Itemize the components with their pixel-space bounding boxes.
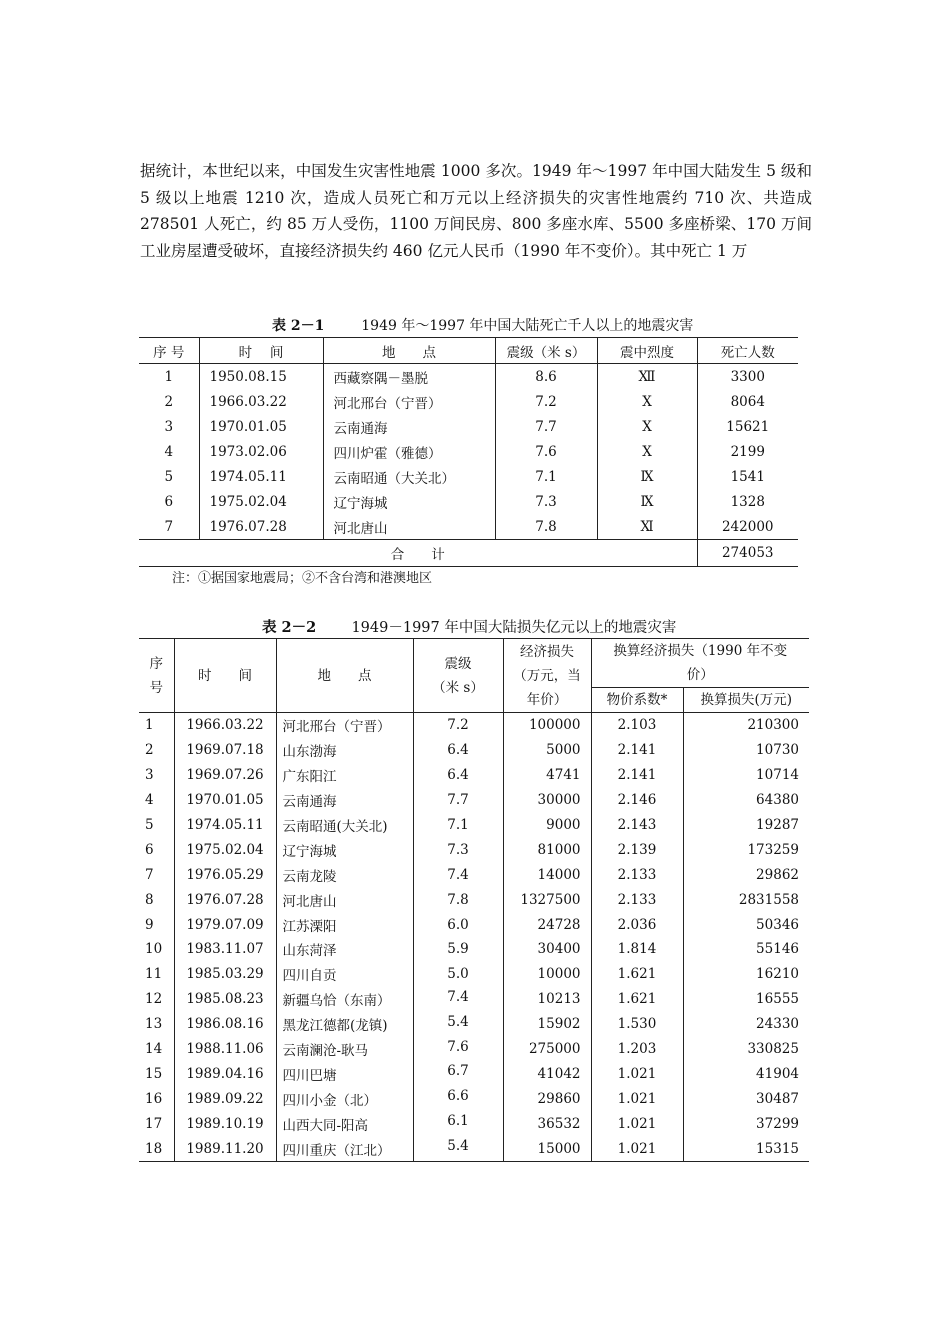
table2-cell-coef: 1.530 (591, 1012, 683, 1037)
table2-cell-time: 1988.11.06 (174, 1037, 276, 1062)
table1-row (139, 389, 798, 414)
table2-cell-seq: 8 (145, 891, 154, 908)
table1-cell-place: 云南通海 (323, 414, 495, 439)
table2-row (139, 962, 809, 987)
table1-total-label: 合 计 (139, 540, 697, 567)
table1-cell-deaths: 1541 (697, 464, 798, 489)
table2-cell-magnitude: 5.0 (413, 962, 503, 987)
table2-cell-converted-loss: 41904 (683, 1061, 809, 1086)
table2-cell-seq: 11 (145, 966, 163, 983)
table2-row (139, 937, 809, 962)
table1-header-time: 时 间 (199, 338, 323, 364)
table1-header-place: 地 点 (323, 338, 495, 364)
table2-cell-place: 江苏溧阳 (276, 912, 413, 937)
table2-header-seq: 序号 (139, 639, 174, 713)
table2-cell-seq: 13 (145, 1016, 163, 1033)
table2-cell-loss: 9000 (503, 813, 591, 838)
table1-cell-deaths: 2199 (697, 439, 798, 464)
table2-row (139, 1086, 809, 1111)
table2-cell-converted-loss: 64380 (683, 788, 809, 813)
table1-label: 表 2－1 (272, 318, 325, 334)
table1-cell-magnitude: 7.8 (495, 514, 597, 540)
table2-header-converted: 换算经济损失（1990 年不变价） (591, 639, 809, 688)
table2-cell-loss: 29860 (503, 1086, 591, 1111)
table1-caption (272, 315, 693, 335)
table2-cell-place: 山西大同-阳高 (276, 1111, 413, 1136)
table1-header-deaths: 死亡人数 (697, 338, 798, 364)
table2-cell-converted-loss: 30487 (683, 1086, 809, 1111)
table2-header-converted-loss: 换算损失(万元) (683, 688, 809, 713)
table2-row (139, 887, 809, 912)
table2-cell-converted-loss: 330825 (683, 1037, 809, 1062)
table2-cell-coef: 1.021 (591, 1136, 683, 1161)
table2-cell-loss: 81000 (503, 837, 591, 862)
table2-cell-time: 1974.05.11 (174, 813, 276, 838)
table2-cell-magnitude: 5.9 (413, 937, 503, 962)
table2-cell-coef: 1.814 (591, 937, 683, 962)
table2-cell-seq: 5 (145, 817, 154, 833)
table1-cell-place: 辽宁海城 (323, 489, 495, 514)
table2-cell-coef: 1.021 (591, 1111, 683, 1136)
table1-cell-seq: 4 (164, 443, 174, 460)
table1-cell-seq: 5 (164, 468, 174, 485)
table2-cell-magnitude: 7.2 (413, 713, 503, 738)
table2-cell-place: 云南通海 (276, 788, 413, 813)
table2 (139, 638, 809, 1162)
table2-cell-converted-loss: 16555 (683, 987, 809, 1012)
table2-cell-coef: 2.133 (591, 862, 683, 887)
table2-cell-coef: 2.143 (591, 813, 683, 838)
table2-cell-coef: 1.621 (591, 987, 683, 1012)
table2-cell-place: 山东菏泽 (276, 937, 413, 962)
table2-cell-time: 1989.09.22 (174, 1086, 276, 1111)
table2-cell-loss: 5000 (503, 738, 591, 763)
table2-cell-magnitude: 7.8 (413, 887, 503, 912)
table2-header-coef: 物价系数* (591, 688, 683, 713)
table2-cell-loss: 100000 (503, 713, 591, 738)
table1-cell-place: 西藏察隅－墨脱 (323, 364, 495, 390)
table2-cell-coef: 1.203 (591, 1037, 683, 1062)
table2-cell-place: 四川重庆（江北） (276, 1136, 413, 1161)
table2-row (139, 1136, 809, 1161)
table2-cell-seq: 10 (145, 941, 163, 958)
table1-cell-deaths: 15621 (697, 414, 798, 439)
table1-total-row (139, 540, 798, 567)
table2-cell-loss: 4741 (503, 763, 591, 788)
table2-cell-magnitude: 5.4 (413, 1136, 503, 1161)
table2-header-time: 时 间 (174, 639, 276, 713)
table1-cell-intensity: Ⅹ (597, 414, 697, 439)
table2-title: 1949－1997 年中国大陆损失亿元以上的地震灾害 (351, 620, 677, 636)
table2-cell-loss: 14000 (503, 862, 591, 887)
table2-cell-time: 1975.02.04 (174, 837, 276, 862)
table2-cell-loss: 1327500 (503, 887, 591, 912)
table1-cell-time: 1976.07.28 (199, 514, 323, 540)
table1-cell-intensity: Ⅹ (597, 439, 697, 464)
table2-cell-magnitude: 6.4 (413, 763, 503, 788)
table2-row (139, 763, 809, 788)
table2-cell-seq: 14 (145, 1041, 163, 1058)
table2-cell-coef: 2.133 (591, 887, 683, 912)
table1-cell-intensity: Ⅸ (597, 464, 697, 489)
table2-cell-converted-loss: 29862 (683, 862, 809, 887)
table2-cell-seq: 16 (145, 1090, 163, 1107)
table2-cell-converted-loss: 210300 (683, 713, 809, 738)
table2-row (139, 912, 809, 937)
table2-cell-converted-loss: 15315 (683, 1136, 809, 1161)
table1-cell-magnitude: 7.6 (495, 439, 597, 464)
table2-cell-place: 四川自贡 (276, 962, 413, 987)
table2-cell-place: 云南龙陵 (276, 862, 413, 887)
table2-label: 表 2－2 (262, 619, 317, 636)
table2-cell-seq: 12 (145, 991, 163, 1008)
table2-row (139, 788, 809, 813)
table1-cell-magnitude: 7.2 (495, 389, 597, 414)
table2-cell-converted-loss: 55146 (683, 937, 809, 962)
table2-cell-converted-loss: 16210 (683, 962, 809, 987)
table2-cell-loss: 41042 (503, 1061, 591, 1086)
table1-cell-time: 1973.02.06 (199, 439, 323, 464)
table2-cell-loss: 10213 (503, 987, 591, 1012)
table1-row (139, 464, 798, 489)
table2-header-row (139, 639, 809, 688)
table1-header-magnitude: 震级（米 s） (495, 338, 597, 364)
table2-cell-seq: 15 (145, 1065, 163, 1082)
table2-cell-coef: 2.036 (591, 912, 683, 937)
table2-header-loss: 经济损失（万元，当年价） (503, 639, 591, 713)
table2-header-magnitude: 震级（米 s） (413, 639, 503, 713)
table2-cell-magnitude: 6.1 (413, 1111, 503, 1136)
table2-cell-converted-loss: 173259 (683, 837, 809, 862)
table2-cell-time: 1976.07.28 (174, 887, 276, 912)
table1-cell-place: 河北邢台（宁晋） (323, 389, 495, 414)
table2-cell-magnitude: 7.4 (413, 987, 503, 1012)
table2-row (139, 1111, 809, 1136)
table1-total-value: 274053 (697, 540, 798, 567)
table2-header-place: 地 点 (276, 639, 413, 713)
table2-cell-converted-loss: 24330 (683, 1012, 809, 1037)
table2-cell-loss: 24728 (503, 912, 591, 937)
table2-cell-time: 1989.04.16 (174, 1061, 276, 1086)
table2-row (139, 738, 809, 763)
table2-cell-magnitude: 7.1 (413, 813, 503, 838)
table2-cell-time: 1969.07.26 (174, 763, 276, 788)
table2-cell-coef: 2.141 (591, 763, 683, 788)
table1-row (139, 414, 798, 439)
table2-cell-loss: 275000 (503, 1037, 591, 1062)
table2-cell-converted-loss: 50346 (683, 912, 809, 937)
table2-cell-time: 1966.03.22 (174, 713, 276, 738)
table2-row (139, 837, 809, 862)
table1-cell-place: 四川炉霍（雅德） (323, 439, 495, 464)
table1-cell-seq: 6 (164, 493, 174, 510)
table1-cell-magnitude: 7.1 (495, 464, 597, 489)
table1-cell-intensity: Ⅸ (597, 489, 697, 514)
table1-cell-seq: 1 (164, 368, 174, 385)
table2-caption (262, 616, 676, 637)
table2-row (139, 1061, 809, 1086)
table2-cell-seq: 18 (145, 1140, 163, 1157)
table2-cell-place: 云南澜沧-耿马 (276, 1037, 413, 1062)
table1-cell-deaths: 1328 (697, 489, 798, 514)
table2-cell-coef: 1.021 (591, 1061, 683, 1086)
table2-cell-loss: 30000 (503, 788, 591, 813)
table2-cell-magnitude: 5.4 (413, 1012, 503, 1037)
table2-cell-time: 1989.11.20 (174, 1136, 276, 1161)
table2-cell-magnitude: 7.7 (413, 788, 503, 813)
table2-cell-magnitude: 7.6 (413, 1037, 503, 1062)
table2-cell-magnitude: 6.4 (413, 738, 503, 763)
table1-cell-deaths: 8064 (697, 389, 798, 414)
table2-cell-place: 新疆乌恰（东南） (276, 987, 413, 1012)
table1-row (139, 489, 798, 514)
table2-cell-seq: 17 (145, 1115, 163, 1132)
table2-cell-time: 1969.07.18 (174, 738, 276, 763)
table2-cell-time: 1986.08.16 (174, 1012, 276, 1037)
table2-cell-magnitude: 6.7 (413, 1061, 503, 1086)
table2-cell-magnitude: 6.6 (413, 1086, 503, 1111)
table2-cell-seq: 4 (145, 792, 154, 809)
table2-cell-seq: 2 (145, 742, 154, 759)
table2-cell-loss: 36532 (503, 1111, 591, 1136)
table2-row (139, 1012, 809, 1037)
table2-cell-time: 1985.08.23 (174, 987, 276, 1012)
table2-cell-converted-loss: 10730 (683, 738, 809, 763)
table1-cell-time: 1970.01.05 (199, 414, 323, 439)
table2-cell-seq: 1 (145, 717, 154, 734)
table1 (139, 337, 798, 567)
table2-cell-seq: 3 (145, 767, 154, 784)
table1-cell-seq: 3 (164, 418, 174, 435)
table1-cell-place: 河北唐山 (323, 514, 495, 540)
table2-cell-converted-loss: 10714 (683, 763, 809, 788)
table2-cell-loss: 10000 (503, 962, 591, 987)
table2-row (139, 713, 809, 738)
table2-cell-place: 广东阳江 (276, 763, 413, 788)
table2-cell-coef: 2.146 (591, 788, 683, 813)
table1-cell-magnitude: 7.7 (495, 414, 597, 439)
table2-cell-place: 河北唐山 (276, 887, 413, 912)
table1-header-seq: 序 号 (139, 338, 199, 364)
table2-cell-coef: 1.621 (591, 962, 683, 987)
table1-cell-time: 1950.08.15 (199, 364, 323, 390)
table2-cell-time: 1985.03.29 (174, 962, 276, 987)
table1-cell-intensity: Ⅹ (597, 389, 697, 414)
table2-cell-seq: 6 (145, 841, 154, 858)
table2-cell-place: 河北邢台（宁晋） (276, 713, 413, 738)
table1-cell-time: 1966.03.22 (199, 389, 323, 414)
table2-cell-time: 1983.11.07 (174, 937, 276, 962)
table1-cell-time: 1974.05.11 (199, 464, 323, 489)
table2-cell-converted-loss: 37299 (683, 1111, 809, 1136)
table2-cell-place: 四川小金（北） (276, 1086, 413, 1111)
table2-cell-time: 1989.10.19 (174, 1111, 276, 1136)
table2-row (139, 1037, 809, 1062)
table2-cell-converted-loss: 19287 (683, 813, 809, 838)
table1-cell-deaths: 3300 (697, 364, 798, 390)
table1-cell-place: 云南昭通（大关北） (323, 464, 495, 489)
table2-cell-place: 黑龙江德都(龙镇) (276, 1012, 413, 1037)
table2-cell-magnitude: 7.4 (413, 862, 503, 887)
table2-cell-place: 四川巴塘 (276, 1061, 413, 1086)
table1-title: 1949 年～1997 年中国大陆死亡千人以上的地震灾害 (361, 318, 694, 334)
table2-cell-seq: 9 (145, 916, 154, 933)
table2-cell-coef: 1.021 (591, 1086, 683, 1111)
table1-header-row (139, 338, 798, 364)
table2-cell-coef: 2.141 (591, 738, 683, 763)
table2-cell-loss: 30400 (503, 937, 591, 962)
table2-cell-time: 1979.07.09 (174, 912, 276, 937)
table2-row (139, 987, 809, 1012)
table1-cell-time: 1975.02.04 (199, 489, 323, 514)
table1-cell-intensity: Ⅻ (597, 364, 697, 390)
table2-cell-place: 山东渤海 (276, 738, 413, 763)
table1-cell-seq: 2 (164, 393, 174, 410)
table2-cell-coef: 2.103 (591, 713, 683, 738)
table1-cell-deaths: 242000 (697, 514, 798, 540)
table2-cell-magnitude: 7.3 (413, 837, 503, 862)
table2-cell-time: 1976.05.29 (174, 862, 276, 887)
table2-cell-place: 辽宁海城 (276, 837, 413, 862)
intro-paragraph: 据统计，本世纪以来，中国发生灾害性地震 1000 多次。1949 年～1997 年中国大陆发生 5 级和 5 级以上地震 1210 次，造成人员死亡和万元以上经济损失的灾害性地震约 710 次、共造成 278501 人死亡，约 85 万人受伤，1100 万间民房、800 多座水库、5500 多座桥梁、170 万间工业房屋遭受破坏，直接经济损失约 460 亿元人民币（1990 年不变价）。其中死亡 1 万 (140, 162, 812, 260)
table1-row (139, 514, 798, 540)
table2-cell-seq: 7 (145, 866, 154, 883)
table2-cell-converted-loss: 2831558 (683, 887, 809, 912)
table2-cell-place: 云南昭通(大关北) (276, 813, 413, 838)
table2-cell-time: 1970.01.05 (174, 788, 276, 813)
table1-cell-seq: 7 (164, 518, 174, 535)
table1-cell-magnitude: 8.6 (495, 364, 597, 390)
table1-note: 注：①据国家地震局；②不含台湾和港澳地区 (172, 571, 433, 586)
table2-row (139, 813, 809, 838)
table1-cell-magnitude: 7.3 (495, 489, 597, 514)
table1-header-intensity: 震中烈度 (597, 338, 697, 364)
table2-cell-coef: 2.139 (591, 837, 683, 862)
table2-cell-loss: 15000 (503, 1136, 591, 1161)
table1-cell-intensity: Ⅺ (597, 514, 697, 540)
table2-row (139, 862, 809, 887)
table1-row (139, 439, 798, 464)
table2-cell-loss: 15902 (503, 1012, 591, 1037)
table2-cell-magnitude: 6.0 (413, 912, 503, 937)
table1-row (139, 364, 798, 390)
